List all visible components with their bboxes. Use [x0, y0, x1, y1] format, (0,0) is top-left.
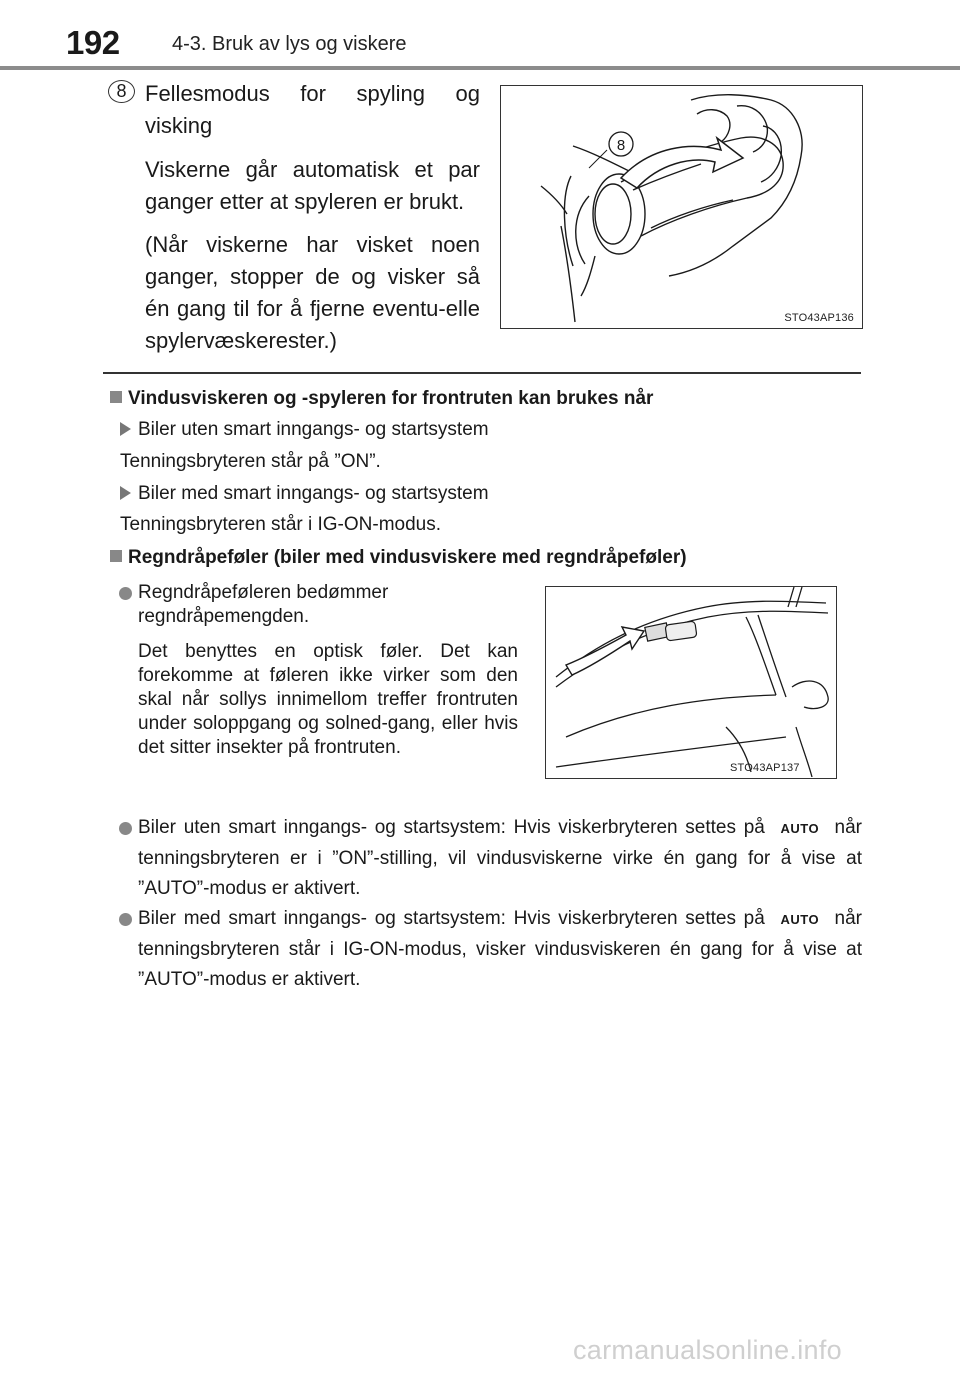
case1-label-text: Biler uten smart inngangs- og startsystem — [138, 419, 489, 440]
rain-sensor-heading — [110, 547, 687, 569]
item8-text-block — [145, 78, 480, 368]
windshield-illustration — [546, 587, 835, 777]
case2-text: Tenningsbryteren står i IG-ON-modus. — [120, 514, 442, 535]
wiper-lever-figure — [500, 85, 863, 329]
bullet1-title: Regndråpeføleren bedømmer regndråpemengden. — [138, 582, 389, 627]
bullet3-paragraph — [138, 904, 862, 995]
case2-label-text: Biler med smart inngangs- og startsystem — [138, 483, 489, 504]
figure-callout-label: 8 — [616, 137, 626, 154]
item8-text2: (Når viskerne har visket noen ganger, stopper de og visker så én gang til for å fjerne eventu-elle spylervæskerester.) — [145, 232, 480, 353]
figure-code-label: STO43AP137 — [730, 762, 800, 774]
section-title: 4-3. Bruk av lys og viskere — [172, 33, 407, 55]
bullet2-text-start: Biler uten smart inngangs- og startsystem: Hvis viskerbryteren settes på — [138, 817, 765, 838]
watermark: carmanualsonline.info — [573, 1335, 842, 1365]
case1-text: Tenningsbryteren står på ”ON”. — [120, 451, 381, 472]
separator-rule — [103, 372, 861, 374]
windshield-sensor-figure — [545, 586, 837, 779]
round-bullet-icon — [119, 822, 132, 835]
conditions-heading-text: Vindusviskeren og -spyleren for frontruten kan brukes når — [128, 388, 654, 409]
case2-label — [120, 483, 489, 505]
header-rule — [0, 66, 960, 70]
bullet3-text-end: når tenningsbryteren står i IG-ON-modus, visker vindusviskeren én gang for å vise at ”AUTO”-modus er aktivert. — [138, 908, 862, 990]
rain-sensor-heading-text: Regndråpeføler (biler med vindusviskere med regndråpeføler) — [128, 547, 687, 568]
round-bullet-icon — [119, 587, 132, 600]
page-number: 192 — [66, 24, 120, 61]
bullet3-text-start: Biler med smart inngangs- og startsystem: Hvis viskerbryteren settes på — [138, 908, 765, 929]
triangle-bullet-icon — [120, 486, 131, 500]
round-bullet-icon — [119, 913, 132, 926]
bullet1-text: Det benyttes en optisk føler. Det kan forekomme at føleren ikke virker som den skal når sollys innimellom treffer frontruten under soloppgang og solned-gang, eller hvis det sitter insekter på frontruten. — [138, 641, 518, 758]
step-number-badge: 8 — [108, 80, 135, 103]
square-bullet-icon — [110, 550, 122, 562]
conditions-heading — [110, 388, 653, 410]
bullet2-paragraph — [138, 813, 862, 904]
wiper-lever-illustration — [501, 86, 861, 327]
bullet1-block — [138, 581, 518, 760]
triangle-bullet-icon — [120, 422, 131, 436]
bullet2-text-end: når tenningsbryteren er i ”ON”-stilling, vil vindusviskerne virke én gang for å vise at ”AUTO”-modus er aktivert. — [138, 817, 862, 899]
item8-title: Fellesmodus for spyling og visking — [145, 81, 480, 138]
item8-text1: Viskerne går automatisk et par ganger etter at spyleren er brukt. — [145, 157, 480, 214]
case1-label — [120, 419, 489, 441]
figure-code-label: STO43AP136 — [784, 312, 854, 324]
square-bullet-icon — [110, 391, 122, 403]
auto-mode-symbol: AUTO — [780, 821, 820, 836]
auto-mode-symbol: AUTO — [780, 912, 820, 927]
